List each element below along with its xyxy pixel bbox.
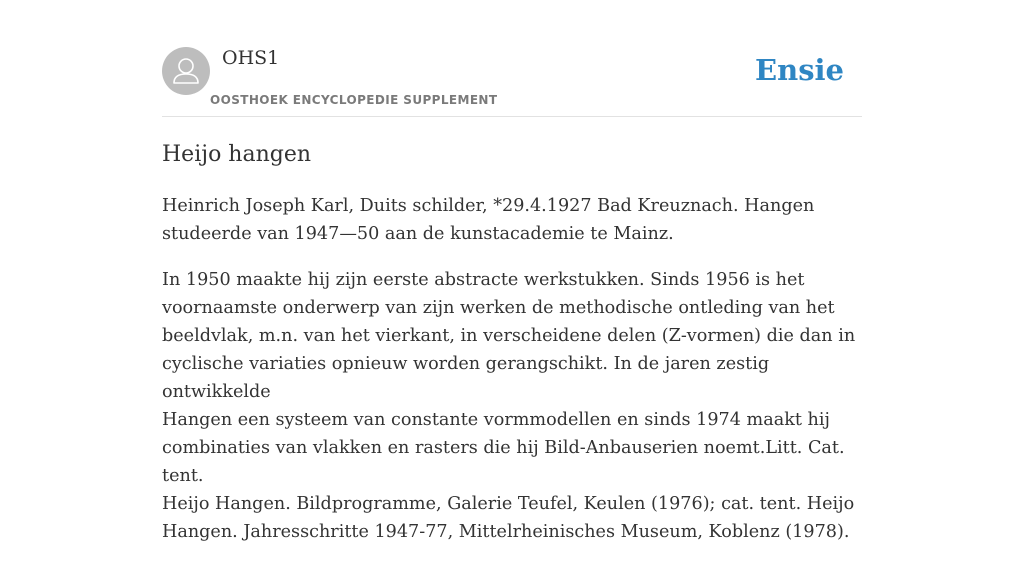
article-paragraph: Heinrich Joseph Karl, Duits schilder, *29.4.1927 Bad Kreuznach. Hangen studeerde van 1947—50 aan de kunstacademie te Mainz. [162, 196, 815, 244]
article-title: Heijo hangen [162, 142, 312, 167]
source-label[interactable]: OOSTHOEK ENCYCLOPEDIE SUPPLEMENT [210, 93, 498, 107]
author-name[interactable]: OHS1 [222, 47, 280, 69]
user-icon [162, 47, 210, 95]
article-body [162, 192, 862, 564]
brand-logo[interactable]: Ensie [755, 53, 844, 87]
article-header [162, 46, 862, 117]
author-avatar[interactable] [162, 47, 210, 95]
article-paragraph: In 1950 maakte hij zijn eerste abstracte werkstukken. Sinds 1956 is het voornaamste onderwerp van zijn werken de methodische ontleding van het beeldvlak, m.n. van het vierkant, in verscheidene delen (Z-vormen) die dan in cyclische variaties opnieuw worden gerangschikt. In de jaren zestig ontwikkelde Hangen een systeem van constante vormmodellen en sinds 1974 maakt hij combinaties van vlakken en rasters die hij Bild-Anbauserien noemt.Litt. Cat. tent. Heijo Hangen. Bildprogramme, Galerie Teufel, Keulen (1976); cat. tent. Heijo Hangen. Jahresschritte 1947-77, Mittelrheinisches Museum, Koblenz (1978). [162, 270, 856, 542]
